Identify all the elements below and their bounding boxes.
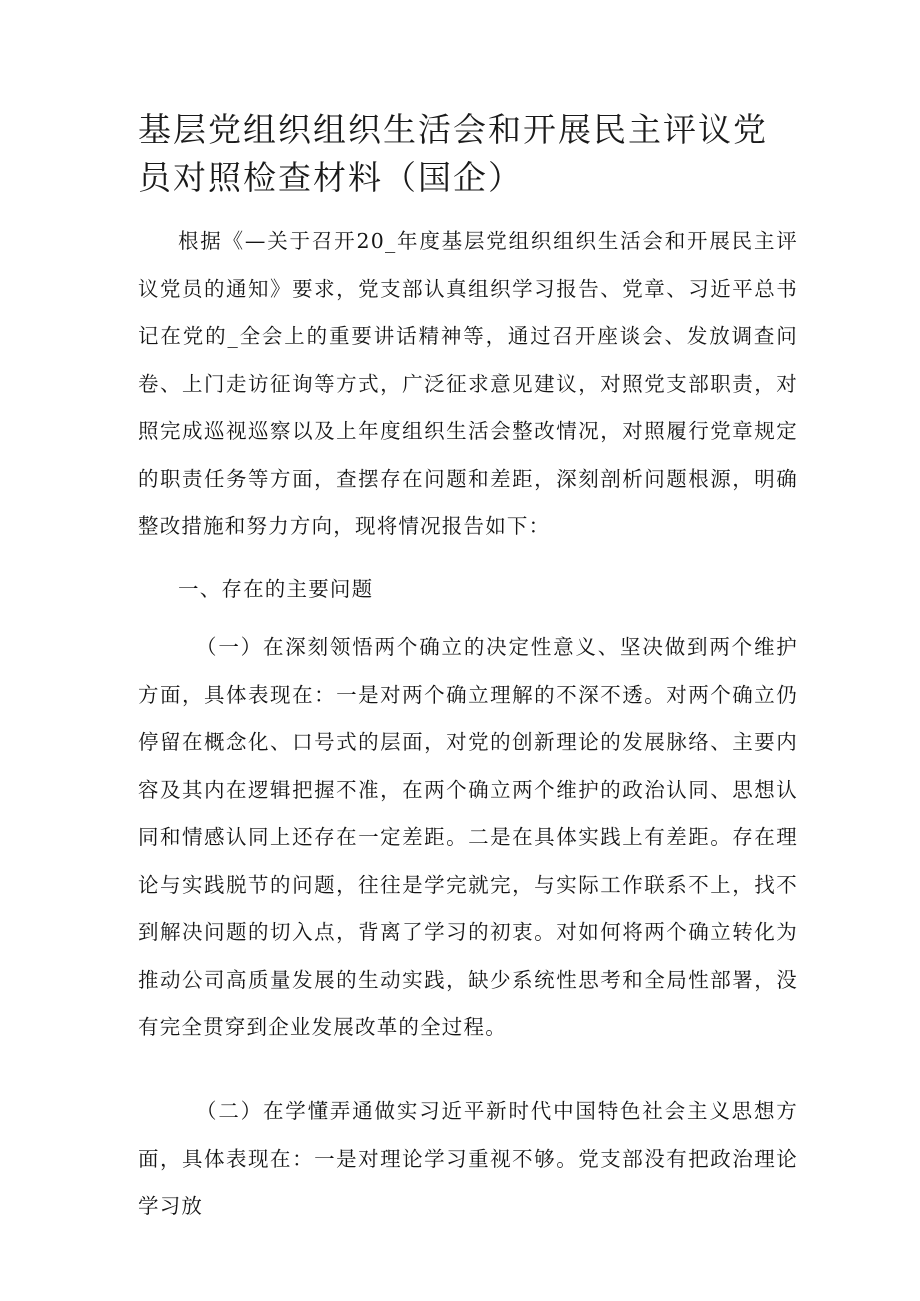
intro-paragraph: 根据《—关于召开20_年度基层党组织组织生活会和开展民主评议党员的通知》要求，党支部认真组织学习报告、党章、习近平总书记在党的_全会上的重要讲话精神等，通过召开座谈会、发放调查问卷、上门走访征询等方式，广泛征求意见建议，对照党支部职责，对照完成巡视巡察以及上年度组织生活会整改情况，对照履行党章规定的职责任务等方面，查摆存在问题和差距，深刻剖析问题根源，明确整改措施和努力方向，现将情况报告如下： bbox=[138, 229, 798, 538]
section-heading-main-problems: 一、存在的主要问题 bbox=[178, 577, 374, 601]
problem-item-1: （一）在深刻领悟两个确立的决定性意义、坚决做到两个维护方面，具体表现在：一是对两个确立理解的不深不透。对两个确立仍停留在概念化、口号式的层面，对党的创新理论的发展脉络、主要内容及其内在逻辑把握不准，在两个确立两个维护的政治认同、思想认同和情感认同上还存在一定差距。二是在具体实践上有差距。存在理论与实践脱节的问题，往往是学完就完，与实际工作联系不上，找不到解决问题的切入点，背离了学习的初衷。对如何将两个确立转化为推动公司高质量发展的生动实践，缺少系统性思考和全局性部署，没有完全贯穿到企业发展改革的全过程。 bbox=[138, 635, 798, 1039]
document-title: 基层党组织组织生活会和开展民主评议党员对照检查材料（国企） bbox=[138, 110, 768, 197]
problem-item-2: （二）在学懂弄通做实习近平新时代中国特色社会主义思想方面，具体表现在：一是对理论学习重视不够。党支部没有把政治理论学习放 bbox=[138, 1099, 798, 1218]
